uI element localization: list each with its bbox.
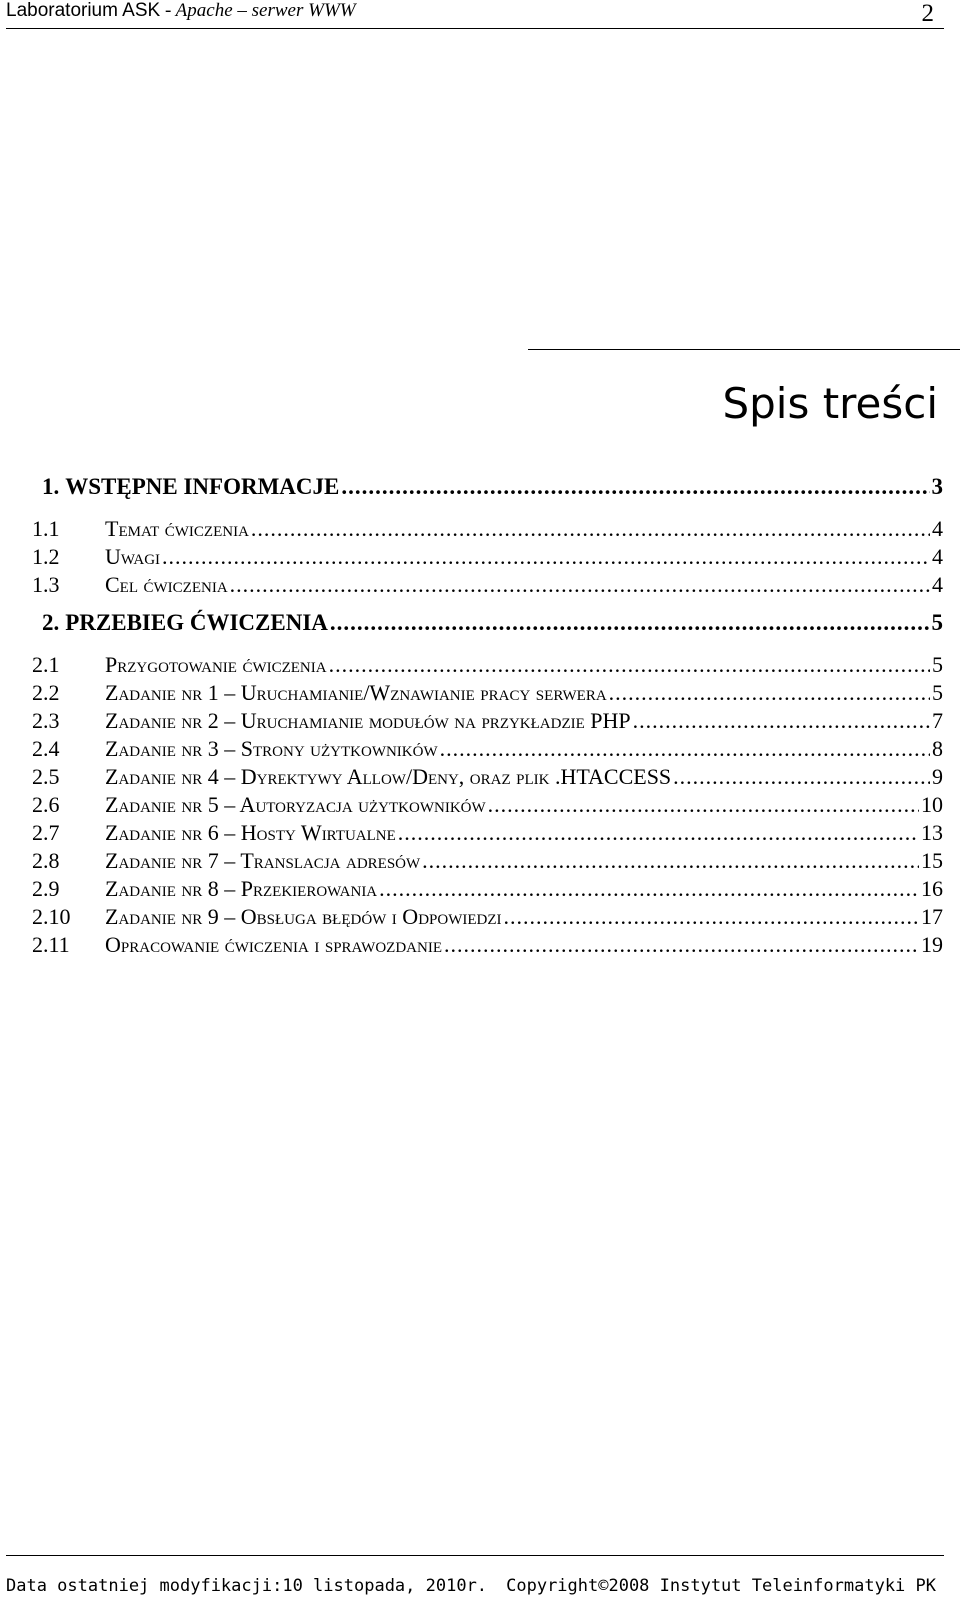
toc-entry-number: 2.: [42, 610, 60, 635]
toc-leader-dots: [488, 792, 919, 818]
toc-entry-page: 4: [932, 572, 943, 597]
toc-entry[interactable]: [32, 652, 943, 678]
toc-entry-number: 2.2: [32, 680, 60, 705]
toc-entry-number: 1.1: [32, 516, 60, 541]
toc-entry[interactable]: [32, 904, 943, 930]
toc-entry-page: 5: [931, 610, 943, 635]
toc-entry-page: 4: [932, 516, 943, 541]
toc-leader-dots: [609, 680, 930, 706]
toc-leader-dots: [230, 572, 930, 598]
toc-entry-page: 15: [921, 848, 943, 873]
toc-entry-label: WSTĘPNE INFORMACJE: [65, 474, 340, 499]
toc-entry-number: 2.1: [32, 652, 60, 677]
header-subtitle: - Apache – serwer WWW: [164, 0, 356, 21]
toc-leader-dots: [422, 848, 919, 874]
toc-leader-dots: [444, 932, 919, 958]
toc-entry[interactable]: [32, 820, 943, 846]
toc-entry[interactable]: [32, 610, 943, 636]
toc-entry-page: 5: [932, 652, 943, 677]
toc-entry-number: 2.4: [32, 736, 60, 761]
toc-leader-dots: [504, 904, 919, 930]
toc-leader-dots: [398, 820, 919, 846]
toc-entry[interactable]: [32, 876, 943, 902]
toc-entry-label: Cel ćwiczenia: [105, 572, 228, 597]
toc-entry-number: 1.2: [32, 544, 60, 569]
toc-entry-label: Zadanie nr 1 – Uruchamianie/Wznawianie pracy serwera: [105, 680, 607, 705]
toc-entry-number: 2.9: [32, 876, 60, 901]
toc-entry-page: 19: [921, 932, 943, 957]
toc-entry-page: 5: [932, 680, 943, 705]
header-page-number: 2: [921, 0, 934, 27]
toc-entry-label: Zadanie nr 9 – Obsługa błędów i Odpowiedzi: [105, 904, 502, 929]
toc-entry-label: Zadanie nr 4 – Dyrektywy Allow/Deny, oraz plik .HTACCESS: [105, 764, 672, 789]
toc-entry-label: Zadanie nr 2 – Uruchamianie modułów na przykładzie PHP: [105, 708, 631, 733]
toc-entry[interactable]: [32, 736, 943, 762]
toc-entry-number: 2.3: [32, 708, 60, 733]
toc-entry[interactable]: [32, 516, 943, 542]
toc-entry[interactable]: [32, 474, 943, 500]
toc-entry-page: 7: [932, 708, 943, 733]
toc-title: Spis treści: [722, 379, 938, 428]
toc-leader-dots: [440, 736, 930, 762]
footer-modified-date: Data ostatniej modyfikacji:10 listopada, 2010r.: [6, 1576, 488, 1596]
toc-entry-number: 2.5: [32, 764, 60, 789]
toc-entry-page: 10: [921, 792, 943, 817]
toc-leader-dots: [330, 610, 930, 636]
toc-leader-dots: [341, 474, 929, 500]
toc-entry-number: 2.8: [32, 848, 60, 873]
toc-entry[interactable]: [32, 932, 943, 958]
toc-entry-page: 16: [921, 876, 943, 901]
toc-entry[interactable]: [32, 764, 943, 790]
toc-entry-page: 8: [932, 736, 943, 761]
toc-entry-page: 3: [931, 474, 943, 499]
toc-title-rule: [528, 349, 960, 350]
toc-leader-dots: [673, 764, 930, 790]
toc-entry-label: PRZEBIEG ĆWICZENIA: [65, 610, 328, 635]
toc-leader-dots: [379, 876, 919, 902]
toc-entry[interactable]: [32, 572, 943, 598]
toc-entry-number: 1.: [42, 474, 60, 499]
toc-entry-label: Zadanie nr 3 – Strony użytkowników: [105, 736, 438, 761]
toc-entry-label: Zadanie nr 8 – Przekierowania: [105, 876, 378, 901]
toc-entry[interactable]: [32, 680, 943, 706]
toc-entry[interactable]: [32, 544, 943, 570]
toc-entry-number: 2.6: [32, 792, 60, 817]
toc-entry-page: 17: [921, 904, 943, 929]
toc-leader-dots: [633, 708, 930, 734]
footer-copyright: Copyright©2008 Instytut Teleinformatyki PK: [506, 1576, 936, 1596]
header-title: [6, 0, 356, 22]
toc-entry-label: Zadanie nr 6 – Hosty Wirtualne: [105, 820, 396, 845]
toc-entry[interactable]: [32, 708, 943, 734]
page-footer: [6, 1555, 944, 1596]
toc-entry-number: 2.7: [32, 820, 60, 845]
toc-entry-number: 1.3: [32, 572, 60, 597]
header-lab: Laboratorium ASK: [6, 0, 161, 21]
toc-leader-dots: [329, 652, 930, 678]
toc-leader-dots: [162, 544, 930, 570]
toc-entry-page: 4: [932, 544, 943, 569]
toc-entry-number: 2.11: [32, 932, 70, 957]
toc-entry-label: Zadanie nr 7 – Translacja adresów: [105, 848, 421, 873]
toc-entry-label: Zadanie nr 5 – Autoryzacja użytkowników: [105, 792, 486, 817]
toc-entry-label: Przygotowanie ćwiczenia: [105, 652, 327, 677]
toc-entry-page: 9: [932, 764, 943, 789]
toc-leader-dots: [251, 516, 930, 542]
toc-entry-number: 2.10: [32, 904, 71, 929]
toc-entry-label: Temat ćwiczenia: [105, 516, 249, 541]
toc-entry-label: Opracowanie ćwiczenia i sprawozdanie: [105, 932, 442, 957]
page-header: [6, 0, 944, 29]
toc-entry[interactable]: [32, 848, 943, 874]
toc-entry-label: Uwagi: [105, 544, 161, 569]
toc-entry[interactable]: [32, 792, 943, 818]
toc-entry-page: 13: [921, 820, 943, 845]
